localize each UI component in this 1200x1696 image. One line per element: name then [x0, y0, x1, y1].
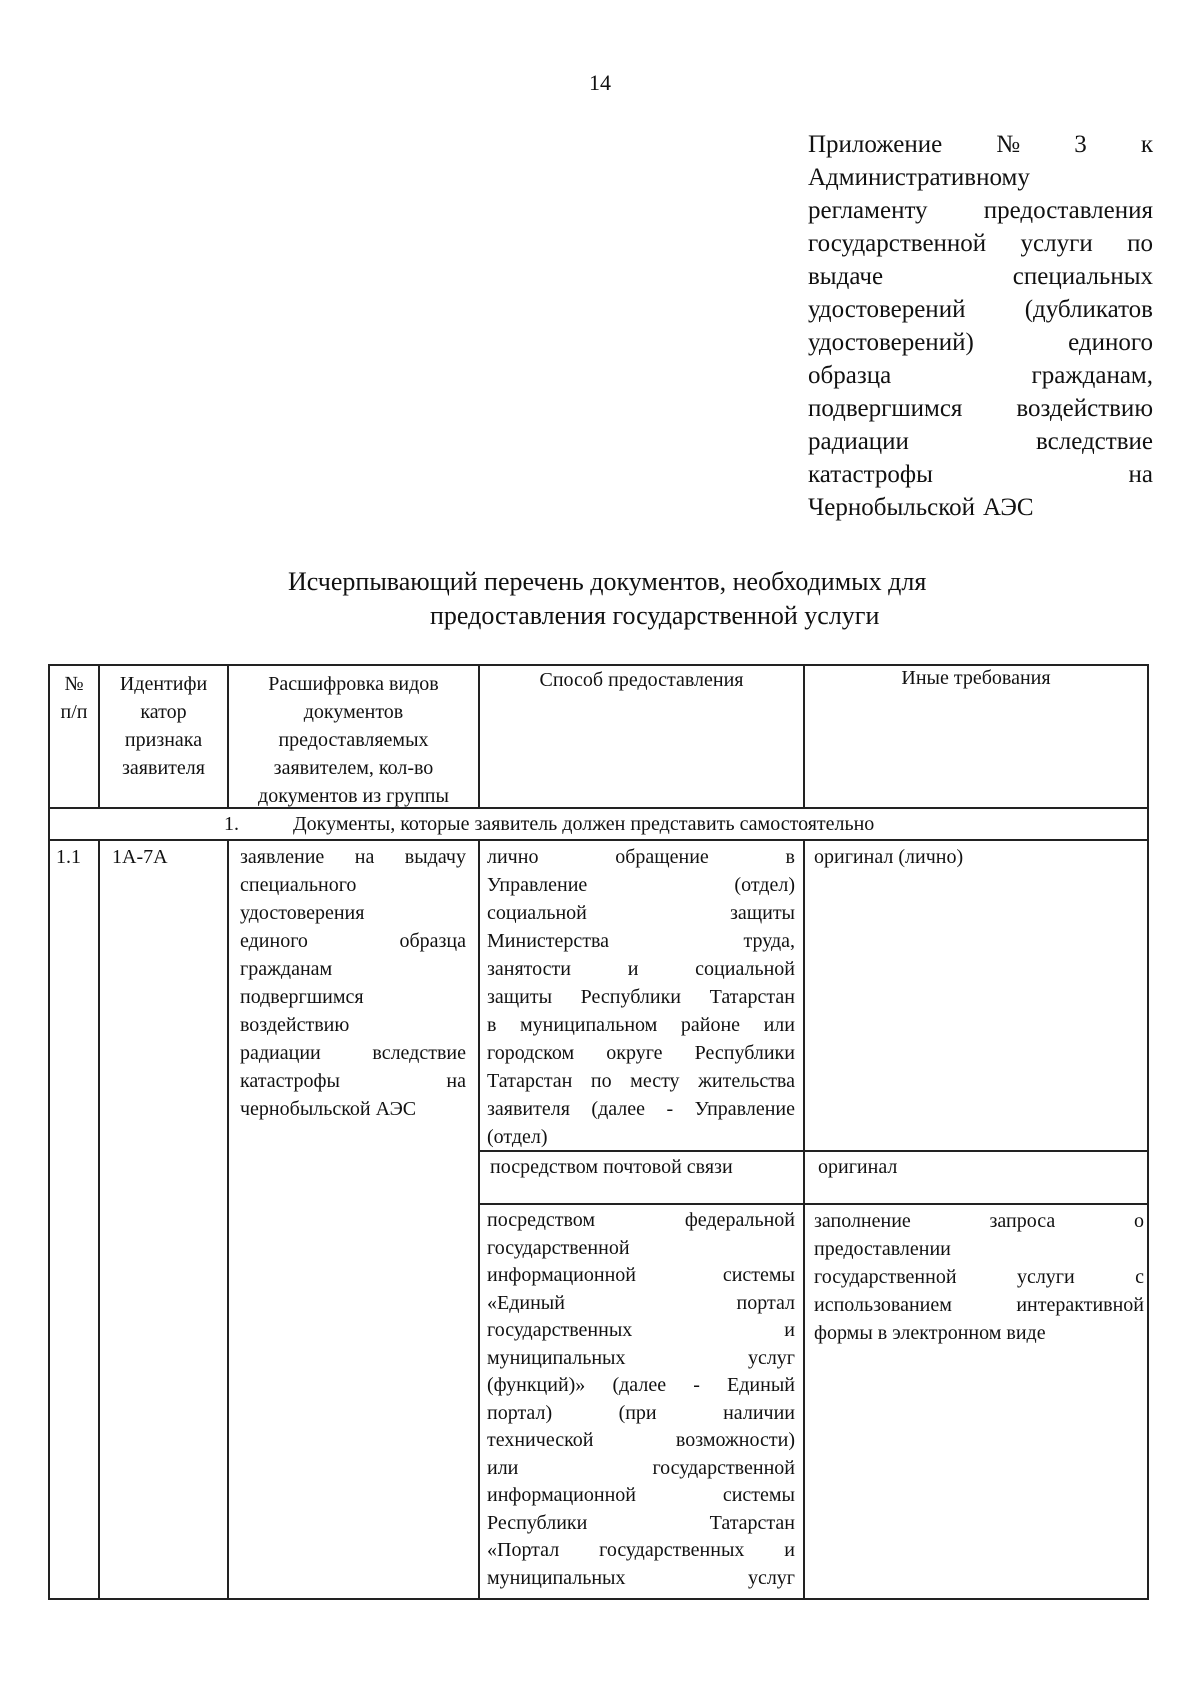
- annex-word: АЭС: [982, 494, 1034, 521]
- annex-word: (дубликатов: [1024, 296, 1153, 323]
- header-identifier: [100, 670, 227, 782]
- word: лично: [487, 846, 539, 868]
- annex-word: услуги: [1020, 230, 1093, 257]
- word: округе: [606, 1042, 663, 1064]
- annex-word: единого: [1068, 329, 1153, 356]
- text-line: [814, 1263, 1144, 1291]
- text-line: [487, 871, 795, 899]
- annex-word: предоставления: [983, 197, 1153, 224]
- annex-word: к: [1140, 131, 1153, 158]
- annex-word: гражданам,: [1031, 362, 1153, 389]
- word: заявление: [240, 846, 325, 868]
- word: гражданам: [240, 958, 333, 980]
- annex-word: вследствие: [1035, 428, 1153, 455]
- word: катастрофы: [240, 1070, 340, 1092]
- text-line: [487, 1317, 795, 1345]
- annex-word: №: [996, 131, 1021, 158]
- word: (отдел): [734, 874, 795, 896]
- annex-word: Административному: [808, 164, 1030, 191]
- word: на: [354, 846, 375, 868]
- annex-line: [808, 194, 1153, 227]
- word: образца: [399, 930, 466, 952]
- header-line: п/п: [60, 701, 88, 723]
- word: или: [763, 1014, 795, 1036]
- word: Республики: [580, 986, 681, 1008]
- text-line: [240, 1011, 466, 1039]
- word: Управление: [487, 874, 588, 896]
- word: информационной: [487, 1484, 636, 1506]
- section-text: Документы, которые заявитель должен представить самостоятельно: [293, 813, 875, 835]
- word: социальной: [487, 902, 587, 924]
- word: «Единый: [487, 1291, 565, 1314]
- text-line: [487, 1290, 795, 1318]
- word: технической: [487, 1429, 594, 1451]
- word: Министерства: [487, 930, 610, 952]
- word: запроса: [989, 1210, 1056, 1232]
- word: удостоверения: [240, 902, 365, 924]
- word: подвергшимся: [240, 986, 364, 1008]
- annex-line: [808, 161, 1153, 194]
- annex-word: выдаче: [808, 263, 884, 290]
- word: и: [627, 958, 639, 980]
- section-row: [48, 810, 1149, 839]
- word: на: [446, 1070, 466, 1092]
- word: защиты: [729, 902, 795, 924]
- annex-line: [808, 491, 1153, 524]
- word: (далее: [612, 1374, 667, 1396]
- row-identifier: 1А-7А: [112, 846, 168, 868]
- annex-line: [808, 293, 1153, 326]
- word: формы в электронном виде: [814, 1322, 1046, 1344]
- text-line: [490, 1153, 795, 1181]
- word: государственной: [814, 1266, 957, 1288]
- annex-line: [808, 260, 1153, 293]
- word: о: [1133, 1210, 1144, 1232]
- text-line: [240, 843, 466, 871]
- other-mail: [818, 1153, 1138, 1181]
- table-border-left: [48, 664, 50, 1600]
- method-in-person: [487, 843, 795, 1151]
- text-line: [814, 843, 1138, 871]
- text-line: [487, 1235, 795, 1263]
- word: заполнение: [814, 1210, 911, 1232]
- header-line: Идентифи: [119, 673, 208, 695]
- text-line: [487, 843, 795, 871]
- text-line: [240, 955, 466, 983]
- text-line: [487, 1455, 795, 1483]
- word: услуг: [747, 1346, 795, 1369]
- table-border-bottom: [48, 1598, 1149, 1600]
- annex-word: по: [1127, 230, 1153, 257]
- text-line: [487, 1565, 795, 1593]
- header-line: признака: [124, 729, 203, 751]
- word: труда,: [743, 930, 795, 952]
- word: чернобыльской АЭС: [240, 1098, 417, 1120]
- text-line: [487, 1123, 795, 1151]
- col-line-2-body: [227, 839, 229, 1600]
- text-line: [487, 1372, 795, 1400]
- text-line: [240, 1067, 466, 1095]
- text-line: [487, 1537, 795, 1565]
- annex-line: [808, 392, 1153, 425]
- page-number: 14: [589, 70, 611, 95]
- word: портал: [736, 1291, 795, 1314]
- annex-word: специальных: [1012, 263, 1153, 290]
- word: Республики: [694, 1042, 795, 1064]
- annex-word: удостоверений: [808, 296, 966, 323]
- word: «Портал: [487, 1539, 560, 1561]
- word: муниципальном: [520, 1014, 658, 1036]
- word: наличии: [723, 1401, 795, 1424]
- annex-line: [808, 326, 1153, 359]
- text-line: [487, 927, 795, 955]
- method-portal: [487, 1207, 795, 1592]
- header-method: [480, 666, 803, 694]
- word: вследствие: [372, 1042, 466, 1064]
- word: использованием: [814, 1294, 952, 1316]
- annex-word: на: [1128, 461, 1153, 488]
- annex-word: Чернобыльской: [808, 494, 975, 521]
- word: социальной: [695, 958, 795, 980]
- annex-word: Приложение: [808, 131, 943, 158]
- text-line: [487, 983, 795, 1011]
- header-bottom-line: [48, 807, 1149, 809]
- word: в: [785, 846, 795, 868]
- word: (отдел): [487, 1126, 548, 1148]
- annex-line: [808, 359, 1153, 392]
- word: системы: [722, 1484, 795, 1506]
- title-line-1: Исчерпывающий перечень документов, необходимых для: [288, 567, 927, 596]
- row-number: 1.1: [56, 846, 81, 868]
- text-line: [487, 1039, 795, 1067]
- word: оригинал (лично): [814, 846, 964, 868]
- text-line: [487, 1427, 795, 1455]
- section-number: 1.: [224, 813, 239, 835]
- word: в: [487, 1014, 497, 1036]
- method-separator-2: [480, 1203, 1149, 1205]
- word: посредством: [487, 1209, 596, 1231]
- word: городском: [487, 1042, 575, 1064]
- annex-word: государственной: [808, 230, 987, 257]
- text-line: [487, 1482, 795, 1510]
- row-decoding: [240, 843, 466, 1123]
- word: федеральной: [684, 1209, 795, 1231]
- text-line: [240, 1095, 466, 1123]
- word: государственных: [599, 1539, 745, 1561]
- text-line: [487, 1067, 795, 1095]
- word: единого: [240, 930, 308, 952]
- word: услуги: [1016, 1266, 1075, 1288]
- word: (функций)»: [487, 1374, 586, 1396]
- header-line: документов из группы: [258, 785, 449, 807]
- header-line: заявителем, кол-во: [273, 757, 434, 779]
- annex-line: [808, 425, 1153, 458]
- word: Управление: [694, 1098, 795, 1120]
- header-line: заявителя: [122, 757, 205, 779]
- word: Татарстан: [487, 1070, 573, 1092]
- header-line: катор: [140, 701, 187, 723]
- text-line: [487, 1207, 795, 1235]
- word: обращение: [615, 846, 709, 868]
- word: заявителя: [487, 1098, 570, 1120]
- text-line: [487, 1510, 795, 1538]
- word: по: [590, 1070, 612, 1092]
- header-line: Способ предоставления: [539, 669, 744, 691]
- header-line: Расшифровка видов: [268, 673, 439, 695]
- text-line: [487, 955, 795, 983]
- word: Республики: [487, 1511, 588, 1534]
- word: Татарстан: [709, 1511, 795, 1534]
- annex-word: регламенту: [808, 197, 928, 224]
- section-bottom-line: [48, 839, 1149, 841]
- table-border-right: [1147, 664, 1149, 1600]
- annex-word: радиации: [808, 428, 909, 455]
- word: услуг: [747, 1566, 795, 1589]
- word: с: [1135, 1266, 1144, 1288]
- text-line: [487, 1095, 795, 1123]
- header-num: [50, 670, 98, 726]
- annex-word: 3: [1074, 131, 1087, 158]
- word: оригинал: [818, 1156, 898, 1178]
- word: -: [666, 1098, 674, 1120]
- text-line: [814, 1207, 1144, 1235]
- word: портал): [487, 1401, 553, 1424]
- word: посредством почтовой связи: [490, 1156, 733, 1178]
- word: государственной: [652, 1456, 795, 1479]
- word: возможности): [675, 1429, 795, 1451]
- word: (далее: [591, 1098, 646, 1120]
- word: государственной: [487, 1236, 630, 1259]
- text-line: [240, 927, 466, 955]
- word: жительства: [698, 1070, 795, 1092]
- word: специального: [240, 874, 357, 896]
- word: воздействию: [240, 1014, 350, 1036]
- word: интерактивной: [1016, 1294, 1144, 1316]
- word: государственных: [487, 1319, 633, 1341]
- text-line: [487, 1400, 795, 1428]
- word: предоставлении: [814, 1238, 951, 1260]
- word: муниципальных: [487, 1346, 626, 1369]
- text-line: [240, 983, 466, 1011]
- annex-word: удостоверений): [808, 329, 974, 356]
- word: выдачу: [404, 846, 466, 868]
- word: месту: [630, 1070, 680, 1092]
- col-line-1-body: [98, 839, 100, 1600]
- annex-block: [808, 128, 1153, 524]
- header-other-requirements: [805, 664, 1147, 692]
- text-line: [240, 899, 466, 927]
- word: муниципальных: [487, 1566, 626, 1589]
- text-line: [487, 899, 795, 927]
- annex-word: образца: [808, 362, 892, 389]
- text-line: [814, 1235, 1144, 1263]
- col-line-4-body: [803, 839, 805, 1600]
- word: или: [487, 1456, 519, 1479]
- word: (при: [618, 1401, 657, 1424]
- method-mail: [490, 1153, 795, 1181]
- title-line-2: предоставления государственной услуги: [430, 601, 880, 630]
- other-in-person: [814, 843, 1138, 871]
- header-line: №: [64, 673, 84, 695]
- header-decoding: [229, 670, 478, 810]
- col-line-3-body: [478, 839, 480, 1600]
- text-line: [240, 1039, 466, 1067]
- annex-word: воздействию: [1016, 395, 1153, 422]
- word: Единый: [727, 1374, 795, 1396]
- header-line: Иные требования: [901, 667, 1051, 689]
- word: информационной: [487, 1264, 636, 1286]
- word: защиты: [487, 986, 553, 1008]
- annex-word: подвергшимся: [808, 395, 963, 422]
- word: занятости: [487, 958, 571, 980]
- text-line: [240, 871, 466, 899]
- text-line: [814, 1319, 1144, 1347]
- word: -: [693, 1374, 700, 1396]
- annex-line: [808, 128, 1153, 161]
- annex-line: [808, 227, 1153, 260]
- word: и: [784, 1539, 795, 1561]
- text-line: [487, 1262, 795, 1290]
- word: системы: [722, 1264, 795, 1286]
- annex-word: катастрофы: [808, 461, 933, 488]
- annex-line: [808, 458, 1153, 491]
- word: Татарстан: [709, 986, 795, 1008]
- word: и: [784, 1319, 795, 1341]
- text-line: [814, 1291, 1144, 1319]
- word: радиации: [240, 1042, 321, 1064]
- text-line: [487, 1345, 795, 1373]
- text-line: [487, 1011, 795, 1039]
- header-line: документов: [303, 701, 404, 723]
- word: районе: [680, 1014, 741, 1036]
- text-line: [818, 1153, 1138, 1181]
- header-line: предоставляемых: [278, 729, 429, 751]
- other-portal: [814, 1207, 1144, 1347]
